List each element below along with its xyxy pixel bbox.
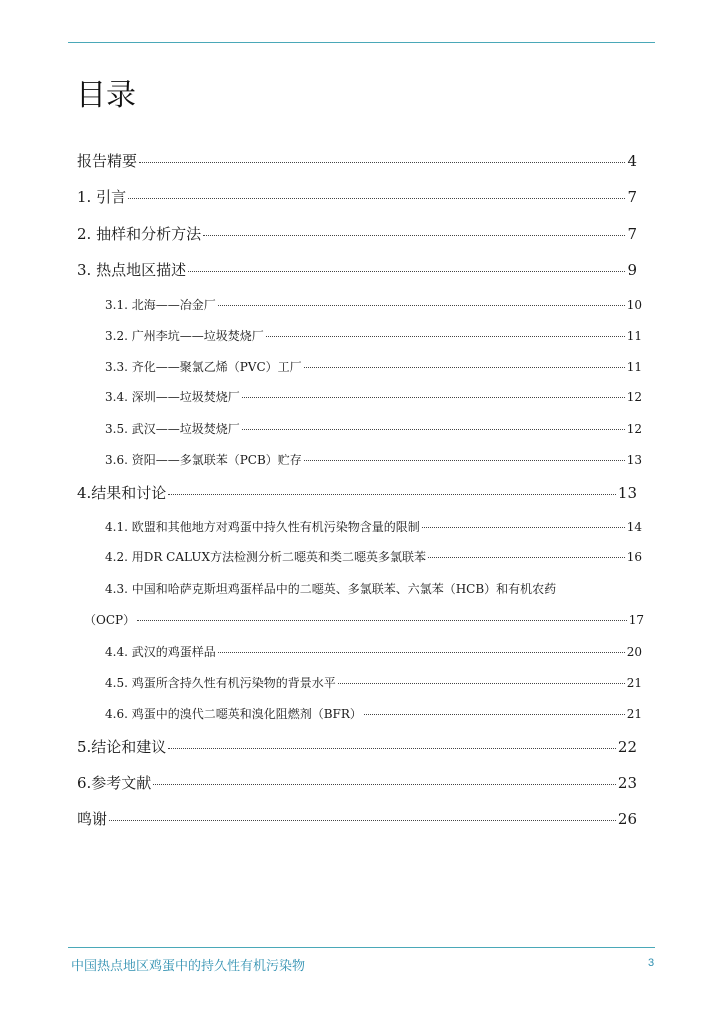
toc-label: 鸣谢 (77, 810, 108, 828)
toc-leader (139, 162, 625, 163)
toc-entry-2[interactable] (77, 223, 637, 244)
toc-entry-4-2[interactable] (105, 548, 642, 565)
toc-entry-3[interactable] (77, 259, 637, 280)
toc-leader (304, 367, 625, 368)
toc-leader (137, 620, 627, 621)
toc-label: 4.3. 中国和哈萨克斯坦鸡蛋样品中的二噁英、多氯联苯、六氯苯（HCB）和有机农药 (105, 582, 557, 596)
toc-page: 12 (626, 390, 642, 404)
toc-entry-acknowledgements[interactable] (77, 808, 637, 829)
toc-label: 4.2. 用DR CALUX方法检测分析二噁英和类二噁英多氯联苯 (105, 550, 427, 564)
toc-entry-3-3[interactable] (105, 358, 642, 375)
toc-leader (188, 271, 625, 272)
toc-page: 14 (626, 520, 642, 534)
toc-label: 报告精要 (77, 152, 138, 170)
toc-page: 7 (627, 188, 637, 206)
toc-entry-4-1[interactable] (105, 518, 642, 535)
toc-entry-3-1[interactable] (105, 296, 642, 313)
toc-leader (128, 198, 625, 199)
toc-label: 4.4. 武汉的鸡蛋样品 (105, 645, 216, 659)
toc-leader (422, 527, 625, 528)
toc-leader (218, 305, 625, 306)
toc-label: 3.4. 深圳——垃圾焚烧厂 (105, 390, 240, 404)
toc-label: 6.参考文献 (77, 774, 152, 792)
toc-page: 12 (626, 422, 642, 436)
toc-entry-5[interactable] (77, 736, 637, 757)
toc-page: 21 (626, 676, 642, 690)
toc-entry-summary[interactable] (77, 150, 637, 171)
toc-label: 3.6. 资阳——多氯联苯（PCB）贮存 (105, 453, 302, 467)
toc-entry-4[interactable] (77, 482, 637, 503)
footer-rule (68, 947, 655, 948)
toc-entry-3-5[interactable] (105, 420, 642, 437)
toc-leader (168, 748, 616, 749)
toc-page: 11 (626, 329, 642, 343)
toc-leader (304, 460, 625, 461)
toc-label: 3.2. 广州李坑——垃圾焚烧厂 (105, 329, 264, 343)
toc-page: 26 (617, 810, 637, 828)
toc-label: 3.5. 武汉——垃圾焚烧厂 (105, 422, 240, 436)
toc-label: 3.3. 齐化——聚氯乙烯（PVC）工厂 (105, 360, 302, 374)
toc-entry-6[interactable] (77, 772, 637, 793)
toc-label: 3.1. 北海——冶金厂 (105, 298, 216, 312)
toc-page: 23 (617, 774, 637, 792)
toc-leader (266, 336, 625, 337)
toc-page: 7 (627, 225, 637, 243)
toc-entry-4-4[interactable] (105, 643, 642, 660)
toc-label: 4.1. 欧盟和其他地方对鸡蛋中持久性有机污染物含量的限制 (105, 520, 420, 534)
toc-label: 4.5. 鸡蛋所含持久性有机污染物的背景水平 (105, 676, 336, 690)
toc-page: 9 (627, 261, 637, 279)
toc-leader (364, 714, 625, 715)
toc-leader (338, 683, 625, 684)
toc-page: 16 (626, 550, 642, 564)
toc-entry-4-3[interactable] (105, 580, 643, 597)
footer-report-title: 中国热点地区鸡蛋中的持久性有机污染物 (71, 958, 306, 973)
toc-label: 3. 热点地区描述 (77, 261, 187, 279)
toc-leader (242, 397, 625, 398)
toc-page: 11 (626, 360, 642, 374)
toc-label: 5.结论和建议 (77, 738, 167, 756)
toc-entry-4-6[interactable] (105, 705, 642, 722)
toc-page: 22 (617, 738, 637, 756)
toc-leader (109, 820, 616, 821)
toc-entry-1[interactable] (77, 186, 637, 207)
toc-entry-3-2[interactable] (105, 327, 642, 344)
footer-page-number: 3 (648, 957, 655, 969)
toc-leader (203, 235, 625, 236)
toc-leader (218, 652, 625, 653)
toc-page: 13 (626, 453, 642, 467)
toc-entry-4-3-continued[interactable] (84, 611, 644, 628)
toc-leader (428, 557, 625, 558)
page-title: 目录 (76, 78, 136, 113)
toc-page: 20 (626, 645, 642, 659)
toc-page: 13 (617, 484, 637, 502)
toc-page: 10 (626, 298, 642, 312)
toc-label: 4.结果和讨论 (77, 484, 167, 502)
toc-leader (242, 429, 625, 430)
toc-page: 4 (627, 152, 637, 170)
toc-label-continued: （OCP） (84, 613, 136, 627)
toc-entry-4-5[interactable] (105, 674, 642, 691)
toc-leader (168, 494, 616, 495)
toc-entry-3-6[interactable] (105, 451, 642, 468)
toc-label: 4.6. 鸡蛋中的溴代二噁英和溴化阻燃剂（BFR） (105, 707, 362, 721)
toc-label: 2. 抽样和分析方法 (77, 225, 202, 243)
toc-page: 17 (628, 613, 644, 627)
toc-entry-3-4[interactable] (105, 388, 642, 405)
toc-leader (153, 784, 616, 785)
toc-page: 21 (626, 707, 642, 721)
toc-label: 1. 引言 (77, 188, 127, 206)
